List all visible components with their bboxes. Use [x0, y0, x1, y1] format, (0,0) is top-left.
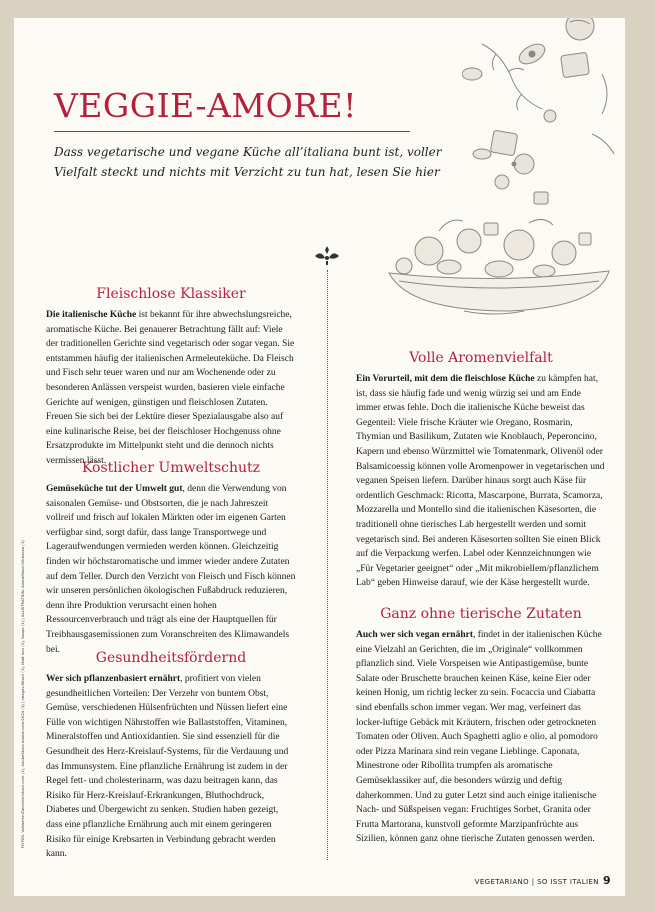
section-lead: Die italienische Küche: [46, 310, 137, 320]
page-number: 9: [602, 874, 611, 887]
section-vegan: [356, 606, 606, 847]
ornament-icon: [313, 244, 341, 266]
section-body: [356, 372, 606, 591]
column-divider: [327, 270, 328, 860]
section-body: [46, 308, 296, 469]
section-lead: Auch wer sich vegan ernährt: [356, 630, 473, 640]
section-gesundheitsfoerdernd: [46, 650, 296, 862]
page-footer: [475, 874, 611, 887]
section-body: [356, 628, 606, 847]
section-heading: Ganz ohne tierische Zutaten: [380, 606, 582, 622]
footer-label: VEGETARIANO | SO ISST ITALIEN: [474, 878, 599, 886]
section-lead: Gemüseküche tut der Umwelt gut: [46, 484, 183, 494]
section-aromenvielfalt: [356, 350, 606, 591]
section-text: zu kämpfen hat, ist, dass sie häufig fade und wenig würzig sei und am Ende immer etwas fehle. Doch die italienische Küche beweist das Gegenteil: Viele frische Kräuter wie Oregano, Rosmarin, Thymian und Basilikum, Zutaten wie Knoblauch, Peperoncino, Kapern und ebenso Würzmittel wie Tomatenmark, Olivenöl oder Balsamicoessig können volle Aromenpower in vegetarischen und veganen Speisen liefern. Darüber hinaus sorgt auch Käse für ordentlich Geschmack: Ricotta, Mascarpone, Burrata, Scamorza, Mozzarella und Montello sind die italienischen Käsesorten, die traditionell ohne tierisches Lab hergestellt werden und somit vegetarisch sind. Bei anderen Käsesorten sollten Sie einen Blick auf die Verpackung werfen. Label oder Kennzeichnungen wie „Für Vegetarier geeignet“ oder „Mit mikrobiellem/pflanzlichem Lab“ geben Hinweise darauf, wie der Käse hergestellt wurde.: [356, 374, 605, 589]
magazine-page: [14, 18, 625, 896]
section-body: [46, 672, 296, 862]
photo-credits: [20, 538, 30, 848]
salad-bowl-illustration: [369, 211, 619, 316]
subtitle: Dass vegetarische und vegane Küche all’italiana bunt ist, voller Vielfalt steckt und nichts mit Verzicht zu tun hat, lesen Sie hier: [54, 145, 442, 179]
section-fleischlose-klassiker: [46, 286, 296, 469]
photo-credits-text: FOTOS: Vollwerte/Zabriskie/stock.com (1), AdobeStock.adobe.com/2024 (1) | Images/iStock (1), Matt bon (1), Szapo (1) | ILLUSTRATION: AdobeStock/Vikanova (1): [20, 540, 25, 848]
section-text: , denn die Verwendung von saisonalen Gemüse- und Obstsorten, die je nach Jahreszeit vollreif und frisch auf lokalen Märkten oder im eigenen Garten verfügbar sind, sorgt dafür, dass lange Transportwege und Lageraufwendungen vermieden werden können. Gleichzeitig finden wir höchstaromatische und immer wieder andere Zutaten auf dem Teller. Durch den Verzicht von Fleisch und Fisch können wir unseren persönlichen ökologischen Fußabdruck reduzieren, denn ihre Produktion verursacht einen hohen Ressourcenverbrauch und trägt als eine der Hauptquellen für Treibhausgasemissionen zum Voranschreiten des Klimawandels bei.: [46, 484, 296, 655]
section-text: , profitiert von vielen gesundheitlichen Vorteilen: Der Verzehr von buntem Obst, Gemüse, verschiedenen Hülsenfrüchten und Nüssen liefert eine Fülle von wichtigen Nährstoffen wie Ballaststoffen, Vitaminen, Mineralstoffen und Antioxidantien. Sie sind essenziell für die Gesundheit des Herz-Kreislauf-Systems, für die Verdauung und das Immunsystem. Eine pflanzliche Ernährung ist zudem in der Regel fett- und cholesterinarm, was dazu beitragen kann, das Risiko für Herz-Kreislauf-Erkrankungen, Bluthochdruck, Diabetes und Übergewicht zu senken. Studien haben gezeigt, dass eine pflanzliche Ernährung auch mit einem geringeren Risiko für einige Krebsarten in Verbindung gebracht werden kann.: [46, 674, 289, 860]
section-lead: Wer sich pflanzenbasiert ernährt: [46, 674, 181, 684]
section-heading: Volle Aromenvielfalt: [409, 350, 553, 366]
section-text: , findet in der italienischen Küche eine Vielzahl an Gerichten, die im „Originale“ vollkommen pflanzlich sind. Viele Vorspeisen wie Antipastigemüse, bunte Salate oder Bruschette brauchen keinen Käse, keine Eier oder keinen Honig, um richtig lecker zu sein. Focaccia und Ciabatta sind ebenfalls schon immer vegan. Wer mag, verfeinert das locker-luftige Gebäck mit Kräutern, frischen oder getrockneten Tomaten oder Oliven. Auch Spaghetti aglio e olio, al pomodoro oder Pizza Marinara sind rein vegane Lieblinge. Caponata, Minestrone oder Ribollita trumpfen als aromatische Gemüseklassiker auf, die besonders würzig und deftig daherkommen. Und zu guter Letzt sind auch einige italienische Nach- und Süßspeisen vegan: Fruchtiges Sorbet, Granita oder Frutta Martorana, kunstvoll geformte Marzipanfrüchte aus Sizilien, können ganz ohne tierische Zutaten genossen werden.: [356, 630, 602, 845]
title-rule: [54, 131, 410, 132]
section-umweltschutz: [46, 460, 296, 657]
section-body: [46, 482, 296, 657]
section-heading: Köstlicher Umweltschutz: [81, 460, 261, 476]
section-text: ist bekannt für ihre abwechslungsreiche, aromatische Küche. Bei genauerer Betrachtung fällt auf: Viele der traditionellen Gerichte sind vegetarisch oder sogar vegan. Sie entstammen häufig der italienischen Armeleuteküche. Da Fleisch und Fisch sehr teuer waren und nur am Wochenende oder zu besonderen Anlässen verspeist wurden, basieren viele einfache Gerichte auf wenigen, günstigen und fleischlosen Zutaten. Freuen Sie sich bei der Lektüre dieser Spezialausgabe also auf eine kulinarische Reise, bei der fleischloser Hochgenuss ohne Ersatzprodukte im Mittelpunkt steht und die dennoch nichts vermissen lässt.: [46, 310, 295, 466]
section-heading: Fleischlose Klassiker: [96, 286, 246, 302]
section-lead: Ein Vorurteil, mit dem die fleischlose Küche: [356, 374, 535, 384]
section-heading: Gesundheitsfördernd: [95, 650, 247, 666]
vegetables-illustration: [462, 18, 625, 209]
page-title: VEGGIE-AMORE!: [54, 86, 357, 125]
